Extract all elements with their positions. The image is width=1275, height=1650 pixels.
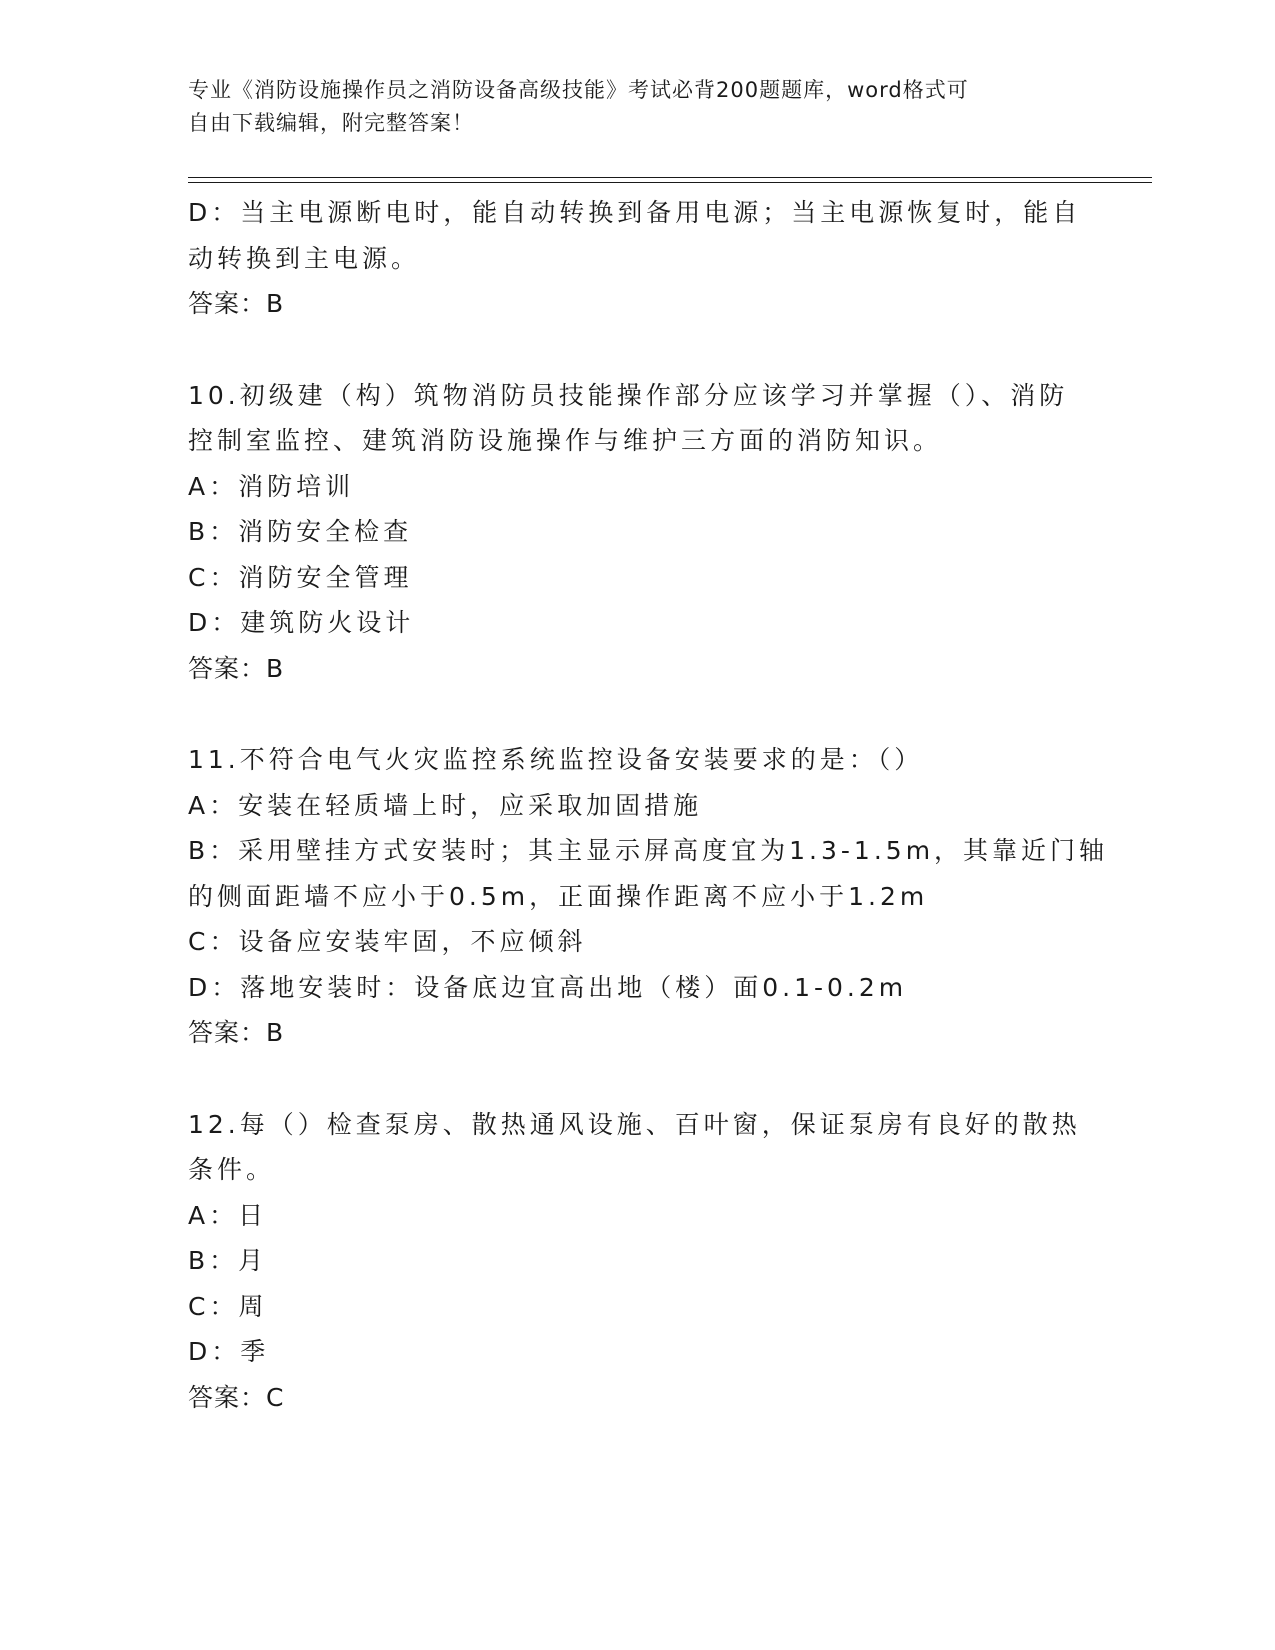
answer-line: 答案：C [188,1382,285,1412]
header-divider-top [188,177,1152,178]
spacer [188,327,1088,373]
header-line-2: 自由下载编辑，附完整答案！ [188,111,474,135]
option-a: A：日 [188,1200,268,1230]
question-stem-line-2: 控制室监控、建筑消防设施操作与维护三方面的消防知识。 [188,426,943,455]
previous-question-tail [188,190,1088,327]
page-header [188,74,1088,140]
option-c: C：周 [188,1291,268,1321]
option-b-line-2: 的侧面距墙不应小于0.5m，正面操作距离不应小于1.2m [188,881,929,911]
option-b: B：消防安全检查 [188,517,413,546]
option-c: C：消防安全管理 [188,562,413,592]
question-stem-line-1: 11.不符合电气火灾监控系统监控设备安装要求的是：（） [188,745,924,774]
option-a: A：消防培训 [188,471,355,501]
option-d-line-1: D：当主电源断电时，能自动转换到备用电源；当主电源恢复时，能自 [188,198,1082,227]
question-10 [188,373,1088,692]
header-divider-bottom [188,182,1152,183]
option-d: D：落地安装时：设备底边宜高出地（楼）面0.1-0.2m [188,972,908,1002]
question-11 [188,737,1109,1056]
option-d: D：季 [188,1337,270,1366]
option-a: A：安装在轻质墙上时，应采取加固措施 [188,790,703,820]
option-d: D：建筑防火设计 [188,608,415,637]
option-c: C：设备应安装牢固，不应倾斜 [188,927,587,956]
option-b-line-1: B：采用壁挂方式安装时；其主显示屏高度宜为1.3-1.5m，其靠近门轴 [188,836,1109,865]
question-12 [188,1102,1088,1421]
option-b: B：月 [188,1246,268,1275]
question-stem-line-1: 12.每（）检查泵房、散热通风设施、百叶窗，保证泵房有良好的散热 [188,1109,1081,1139]
option-d-line-2: 动转换到主电源。 [188,243,421,273]
answer-line: 答案：B [188,1018,285,1047]
spacer [188,1056,1088,1102]
question-stem-line-1: 10.初级建（构）筑物消防员技能操作部分应该学习并掌握（）、消防 [188,380,1069,410]
header-line-1: 专业《消防设施操作员之消防设备高级技能》考试必背200题题库，word格式可 [188,78,969,102]
answer-line: 答案：B [188,653,285,683]
spacer [188,691,1088,737]
question-stem-line-2: 条件。 [188,1155,276,1184]
question-content [188,190,1109,1420]
answer-line: 答案：B [188,289,285,318]
